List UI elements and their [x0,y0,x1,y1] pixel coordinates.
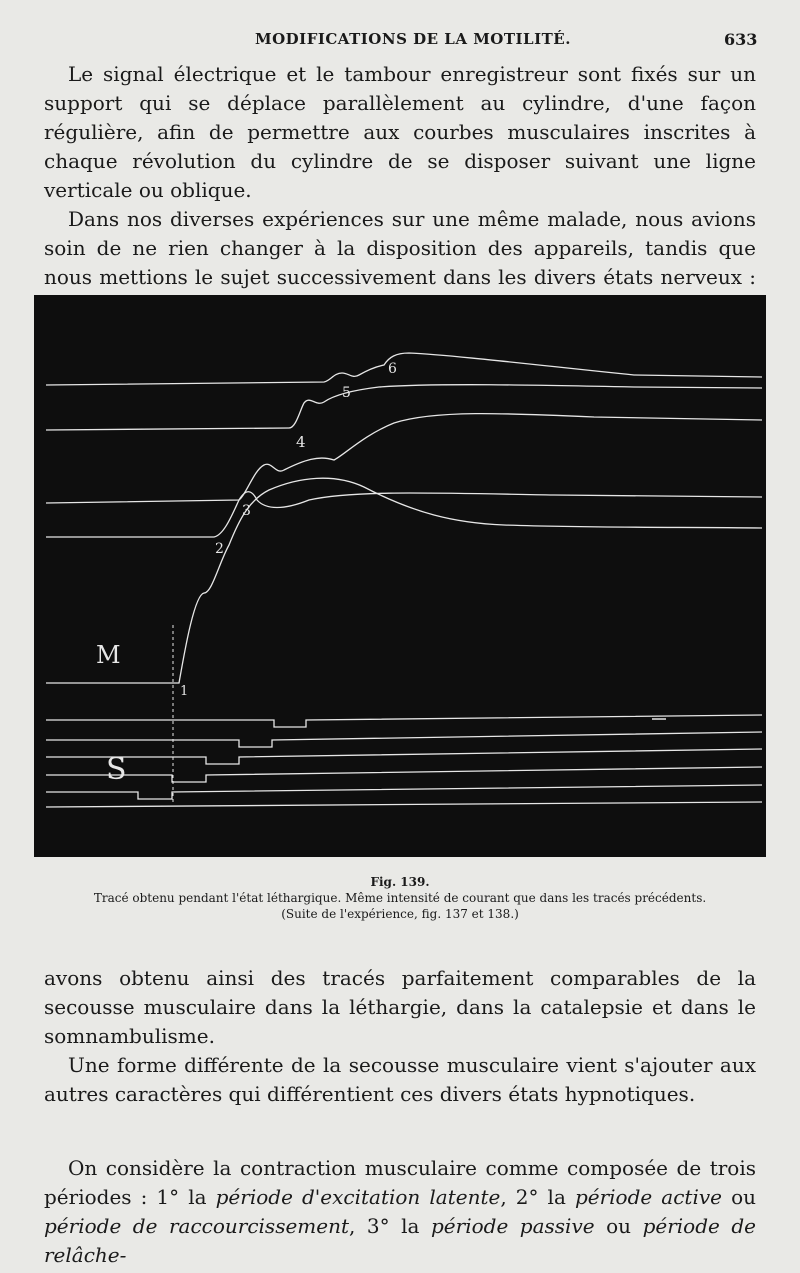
italic-term: période de relâche- [44,1214,756,1267]
trace-labels [96,361,397,787]
mid-text-block [44,964,756,1109]
curve-number-1: 1 [180,684,189,699]
figure-label: Fig. 139. [370,875,430,889]
paragraph-forme: Une forme différente de la secousse musculaire vient s'ajouter aux autres caractères qui différentient ces divers états hypnotiques. [44,1053,756,1106]
bottom-text-block [44,1154,756,1270]
italic-term: période passive [431,1214,595,1238]
signal-line-4 [46,767,762,782]
text-run: , 3° la [349,1214,431,1238]
curve-number-4: 4 [296,433,306,451]
curve-number-5: 5 [342,385,351,401]
text-run: On considère la contraction musculaire comme composée de trois périodes : 1° la [44,1156,756,1209]
muscle-curve-1 [46,478,762,683]
figure-caption [34,874,766,922]
signal-line-6 [46,802,762,807]
italic-term: période active [574,1185,722,1209]
running-head [0,28,800,52]
label-m: M [96,641,121,669]
running-title: MODIFICATIONS DE LA MOTILITÉ. [255,30,571,48]
page-number: 633 [724,30,758,49]
muscle-curve-2 [46,492,762,537]
signal-line-2 [46,732,762,747]
label-s: S [106,752,127,787]
text-run: ou [722,1185,756,1209]
caption-line-1: Tracé obtenu pendant l'état léthargique. Même intensité de courant que dans les tracés précédents. [93,891,707,905]
caption-line-2: (Suite de l'expérience, fig. 137 et 138.) [281,907,519,921]
muscle-curve-4 [46,385,762,430]
trace-svg [34,295,766,857]
paragraph-contraction [44,1154,756,1270]
muscle-curve-5 [46,353,762,385]
italic-term: période de raccourcissement [44,1214,350,1238]
muscle-curve-3 [46,414,762,503]
italic-term: période d'excitation latente [215,1185,501,1209]
trace-curves [46,353,762,807]
top-text-block [44,60,756,321]
figure-139-trace [34,295,766,857]
signal-line-3 [46,749,762,764]
text-run: ou [594,1214,643,1238]
signal-line-1 [46,715,762,727]
curve-number-2: 2 [215,541,224,557]
paragraph-continued: avons obtenu ainsi des tracés parfaitement comparables de la secousse musculaire dans la léthargie, dans la catalepsie et dans le somnambulisme. [44,966,756,1048]
paragraph-experiences: Dans nos diverses expériences sur une même malade, nous avions soin de ne rien changer à la disposition des appareils, tandis que nous mettions le sujet successivement dans les divers états nerveux : [44,207,756,289]
curve-number-3: 3 [242,503,251,519]
signal-line-5 [46,785,762,799]
curve-number-6: 6 [388,361,397,377]
text-run: , 2° la [500,1185,575,1209]
paragraph-signal: Le signal électrique et le tambour enregistreur sont fixés sur un support qui se déplace parallèlement au cylindre, d'une façon régulière, afin de permettre aux courbes musculaires inscrites à chaque révolution du cylindre de se disposer suivant une ligne verticale ou oblique. [44,62,756,202]
